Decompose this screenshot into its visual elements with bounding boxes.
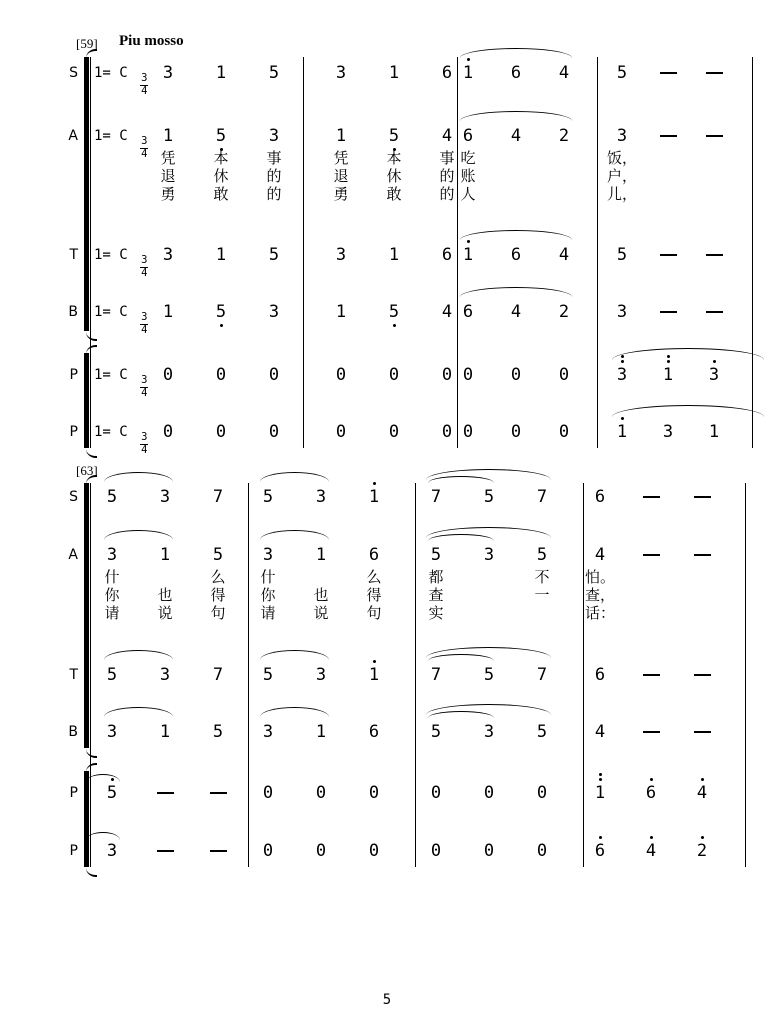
system-left-line [90,57,91,448]
choir-bracket [84,57,89,331]
lyric-syllable: 人 [460,185,476,203]
note: 7 [430,665,442,685]
barline [752,57,753,448]
piano-bracket-top-hook [86,763,97,774]
note: 1 [159,545,171,565]
lyric-syllable: 实 [428,604,444,622]
lyric-syllable: 退 [160,167,176,185]
rest-note: 0 [268,422,280,442]
lyric-syllable: 请 [104,604,120,622]
stave-label-t: T [69,247,78,263]
duration-dash [643,731,660,733]
duration-dash [660,311,677,313]
slur [426,647,551,658]
note: 4 [510,126,522,146]
note: 1 [609,421,635,443]
note: 4 [558,63,570,83]
rest-note: 0 [335,365,347,385]
note: 5 [381,301,407,323]
stave-label-b: B [68,724,78,740]
key-prefix: 1= C [94,367,137,383]
octave-dot-above [713,360,716,363]
note: 1 [162,302,174,322]
rest-note: 0 [368,841,380,861]
octave-dot-above [650,836,653,839]
slur [86,832,120,840]
rest-note: 0 [536,841,548,861]
octave-dot-above [373,482,376,485]
piano-bracket [84,353,89,448]
stave-label-b: B [68,304,78,320]
lyric-syllable: 查， [584,586,615,604]
lyric-syllable: 本 [213,149,229,167]
note: 6 [368,545,380,565]
lyric-syllable: 你 [260,586,276,604]
key-signature [94,244,148,279]
lyric-syllable: 凭 [333,149,349,167]
note: 1 [455,244,481,266]
key-prefix: 1= C [94,65,137,81]
rest-note: 0 [162,422,174,442]
duration-dash [706,72,723,74]
note: 1 [315,545,327,565]
slur [612,348,764,360]
note: 5 [381,125,407,147]
rest-note: 0 [262,841,274,861]
note: 3 [335,63,347,83]
note: 1 [335,302,347,322]
note: 5 [536,722,548,742]
octave-dot-above [667,360,670,363]
lyric-syllable: 得 [210,586,226,604]
note: 5 [483,487,495,507]
key-signature [94,421,148,456]
note: 1 [361,664,387,686]
octave-dot-above [621,417,624,420]
duration-dash [694,496,711,498]
lyric-syllable: 句 [366,604,382,622]
note: 5 [99,782,125,804]
lyric-syllable: 吃 [460,149,476,167]
duration-dash [157,792,174,794]
note: 3 [483,722,495,742]
octave-dot-below [220,324,223,327]
note: 3 [616,302,628,322]
page-number: 5 [382,992,392,1008]
octave-dot-above [621,360,624,363]
duration-dash [660,254,677,256]
slur [426,469,551,480]
time-signature: $\frac{3}{4}$ [141,254,148,279]
rehearsal-mark-63: [63] [76,463,98,478]
note: 6 [441,245,453,265]
note: 7 [430,487,442,507]
system-left-line [90,483,91,867]
note: 3 [483,545,495,565]
note: 6 [510,63,522,83]
octave-dot-above [701,778,704,781]
note: 5 [106,665,118,685]
note: 4 [441,126,453,146]
note: 4 [689,782,715,804]
note: 6 [638,782,664,804]
duration-dash [706,311,723,313]
stave-label-a: A [68,128,78,144]
time-signature: $\frac{3}{4}$ [141,135,148,160]
note: 3 [162,245,174,265]
stave-label-s: S [69,65,78,81]
octave-dot-above [467,240,470,243]
duration-dash [660,72,677,74]
note: 6 [587,840,613,862]
note: 5 [616,63,628,83]
rest-note: 0 [441,422,453,442]
octave-dot-above [599,778,602,781]
note: 3 [335,245,347,265]
key-prefix: 1= C [94,128,137,144]
piano-bracket-bottom-hook [86,447,97,458]
note: 5 [262,665,274,685]
note: 5 [106,487,118,507]
note: 7 [212,487,224,507]
stave-label-t: T [69,667,78,683]
note: 1 [162,126,174,146]
note: 1 [708,422,720,442]
lyric-syllable: 也 [313,586,329,604]
key-prefix: 1= C [94,304,137,320]
duration-dash [694,554,711,556]
lyric-syllable: 说 [313,604,329,622]
lyric-syllable: 的 [439,167,455,185]
time-signature: $\frac{3}{4}$ [141,374,148,399]
note: 3 [262,545,274,565]
note: 3 [106,841,118,861]
note: 1 [587,782,613,804]
choir-bracket-bottom-hook [86,330,97,341]
lyric-syllable: 勇 [160,185,176,203]
note: 3 [162,63,174,83]
note: 7 [536,487,548,507]
note: 1 [215,63,227,83]
note: 5 [430,545,442,565]
lyric-syllable: 话： [584,604,615,622]
note: 4 [558,245,570,265]
duration-dash [157,850,174,852]
rest-note: 0 [215,365,227,385]
stave-label-p: P [69,367,78,383]
lyric-syllable: 儿， [606,185,637,203]
lyric-syllable: 账 [460,167,476,185]
lyric-syllable: 饭， [606,149,637,167]
note: 6 [462,126,474,146]
duration-dash [643,554,660,556]
rest-note: 0 [462,365,474,385]
choir-bracket-bottom-hook [86,747,97,758]
note: 3 [315,487,327,507]
barline [248,483,249,867]
slur [426,704,551,715]
slur [460,230,572,240]
lyric-syllable: 都 [428,568,444,586]
octave-dot-above [599,836,602,839]
lyric-syllable: 的 [439,185,455,203]
note: 4 [594,545,606,565]
slur [260,530,329,540]
rest-note: 0 [268,365,280,385]
rest-note: 0 [558,365,570,385]
lyric-syllable: 不 [534,568,550,586]
note: 7 [536,665,548,685]
lyric-syllable: 敢 [386,185,402,203]
note: 6 [462,302,474,322]
slur [460,287,572,297]
duration-dash [643,496,660,498]
octave-dot-above [701,836,704,839]
octave-dot-above [467,58,470,61]
duration-dash [694,674,711,676]
note: 2 [689,840,715,862]
lyric-syllable: 事 [266,149,282,167]
slur [104,530,173,540]
note: 4 [594,722,606,742]
rest-note: 0 [388,422,400,442]
note: 6 [594,665,606,685]
barline [745,483,746,867]
lyric-syllable: 一 [534,586,550,604]
key-signature [94,364,148,399]
lyric-syllable: 凭 [160,149,176,167]
note: 7 [212,665,224,685]
note: 1 [215,245,227,265]
rest-note: 0 [315,783,327,803]
note: 5 [262,487,274,507]
barline [583,483,584,867]
note: 6 [368,722,380,742]
duration-dash [706,135,723,137]
note: 3 [262,722,274,742]
note: 3 [609,364,635,386]
note: 3 [159,665,171,685]
note: 5 [483,665,495,685]
slur [460,48,572,58]
stave-label-p: P [69,843,78,859]
lyric-syllable: 的 [266,185,282,203]
note: 1 [455,62,481,84]
lyric-syllable: 的 [266,167,282,185]
note: 3 [106,545,118,565]
barline [597,57,598,448]
lyric-syllable: 怕。 [584,568,615,586]
note: 1 [315,722,327,742]
rehearsal-mark-59: [59] [76,36,98,51]
slur [260,650,329,660]
note: 3 [106,722,118,742]
lyric-syllable: 查 [428,586,444,604]
lyric-syllable: 勇 [333,185,349,203]
slur [260,472,329,482]
lyric-syllable: 敢 [213,185,229,203]
key-prefix: 1= C [94,247,137,263]
note: 6 [441,63,453,83]
lyric-syllable: 么 [366,568,382,586]
note: 1 [361,486,387,508]
time-signature: $\frac{3}{4}$ [141,311,148,336]
slur [460,111,572,121]
note: 3 [268,302,280,322]
key-signature [94,301,148,336]
rest-note: 0 [483,841,495,861]
note: 6 [594,487,606,507]
slur [104,707,173,717]
lyric-syllable: 本 [386,149,402,167]
note: 5 [212,722,224,742]
duration-dash [660,135,677,137]
stave-label-a: A [68,547,78,563]
note: 5 [430,722,442,742]
octave-dot-below [393,324,396,327]
note: 5 [268,63,280,83]
octave-dot-above [650,778,653,781]
rest-note: 0 [388,365,400,385]
note: 4 [638,840,664,862]
rest-note: 0 [430,783,442,803]
note: 3 [159,487,171,507]
lyric-syllable: 休 [386,167,402,185]
note: 2 [558,126,570,146]
duration-dash [643,674,660,676]
slur [426,527,551,538]
note: 3 [662,422,674,442]
lyric-syllable: 退 [333,167,349,185]
rest-note: 0 [510,365,522,385]
note: 3 [616,126,628,146]
note: 6 [510,245,522,265]
note: 1 [388,63,400,83]
duration-dash [694,731,711,733]
note: 1 [388,245,400,265]
note: 5 [536,545,548,565]
note: 4 [510,302,522,322]
time-signature: $\frac{3}{4}$ [141,431,148,456]
key-signature [94,125,148,160]
tempo-marking: Piu mosso [119,33,184,49]
rest-note: 0 [262,783,274,803]
lyric-syllable: 得 [366,586,382,604]
key-signature [94,62,148,97]
octave-dot-above [373,660,376,663]
lyric-syllable: 说 [157,604,173,622]
note: 5 [208,301,234,323]
duration-dash [706,254,723,256]
stave-label-p: P [69,785,78,801]
slur [612,405,764,417]
rest-note: 0 [430,841,442,861]
lyric-syllable: 句 [210,604,226,622]
note: 5 [212,545,224,565]
piano-bracket [84,771,89,867]
lyric-syllable: 什 [104,568,120,586]
octave-dot-above [599,773,602,776]
rest-note: 0 [536,783,548,803]
slur [104,650,173,660]
note: 3 [268,126,280,146]
stave-label-p: P [69,424,78,440]
lyric-syllable: 事 [439,149,455,167]
slur [86,774,120,782]
rest-note: 0 [335,422,347,442]
lyric-syllable: 么 [210,568,226,586]
rest-note: 0 [558,422,570,442]
duration-dash [210,792,227,794]
rest-note: 0 [215,422,227,442]
lyric-syllable: 你 [104,586,120,604]
key-prefix: 1= C [94,424,137,440]
barline [415,483,416,867]
rest-note: 0 [483,783,495,803]
rest-note: 0 [510,422,522,442]
note: 5 [208,125,234,147]
time-signature: $\frac{3}{4}$ [141,72,148,97]
note: 2 [558,302,570,322]
note: 3 [315,665,327,685]
piano-bracket-top-hook [86,345,97,356]
note: 1 [655,364,681,386]
note: 1 [335,126,347,146]
duration-dash [210,850,227,852]
lyric-syllable: 也 [157,586,173,604]
stave-label-s: S [69,489,78,505]
rest-note: 0 [368,783,380,803]
barline [303,57,304,448]
note: 1 [159,722,171,742]
note: 5 [268,245,280,265]
lyric-syllable: 休 [213,167,229,185]
rest-note: 0 [441,365,453,385]
note: 5 [616,245,628,265]
note: 4 [441,302,453,322]
lyric-syllable: 请 [260,604,276,622]
rest-note: 0 [162,365,174,385]
slur [260,707,329,717]
choir-bracket [84,483,89,748]
lyric-syllable: 什 [260,568,276,586]
note: 3 [701,364,727,386]
piano-bracket-bottom-hook [86,866,97,877]
rest-note: 0 [315,841,327,861]
lyric-syllable: 户， [606,167,637,185]
rest-note: 0 [462,422,474,442]
slur [104,472,173,482]
